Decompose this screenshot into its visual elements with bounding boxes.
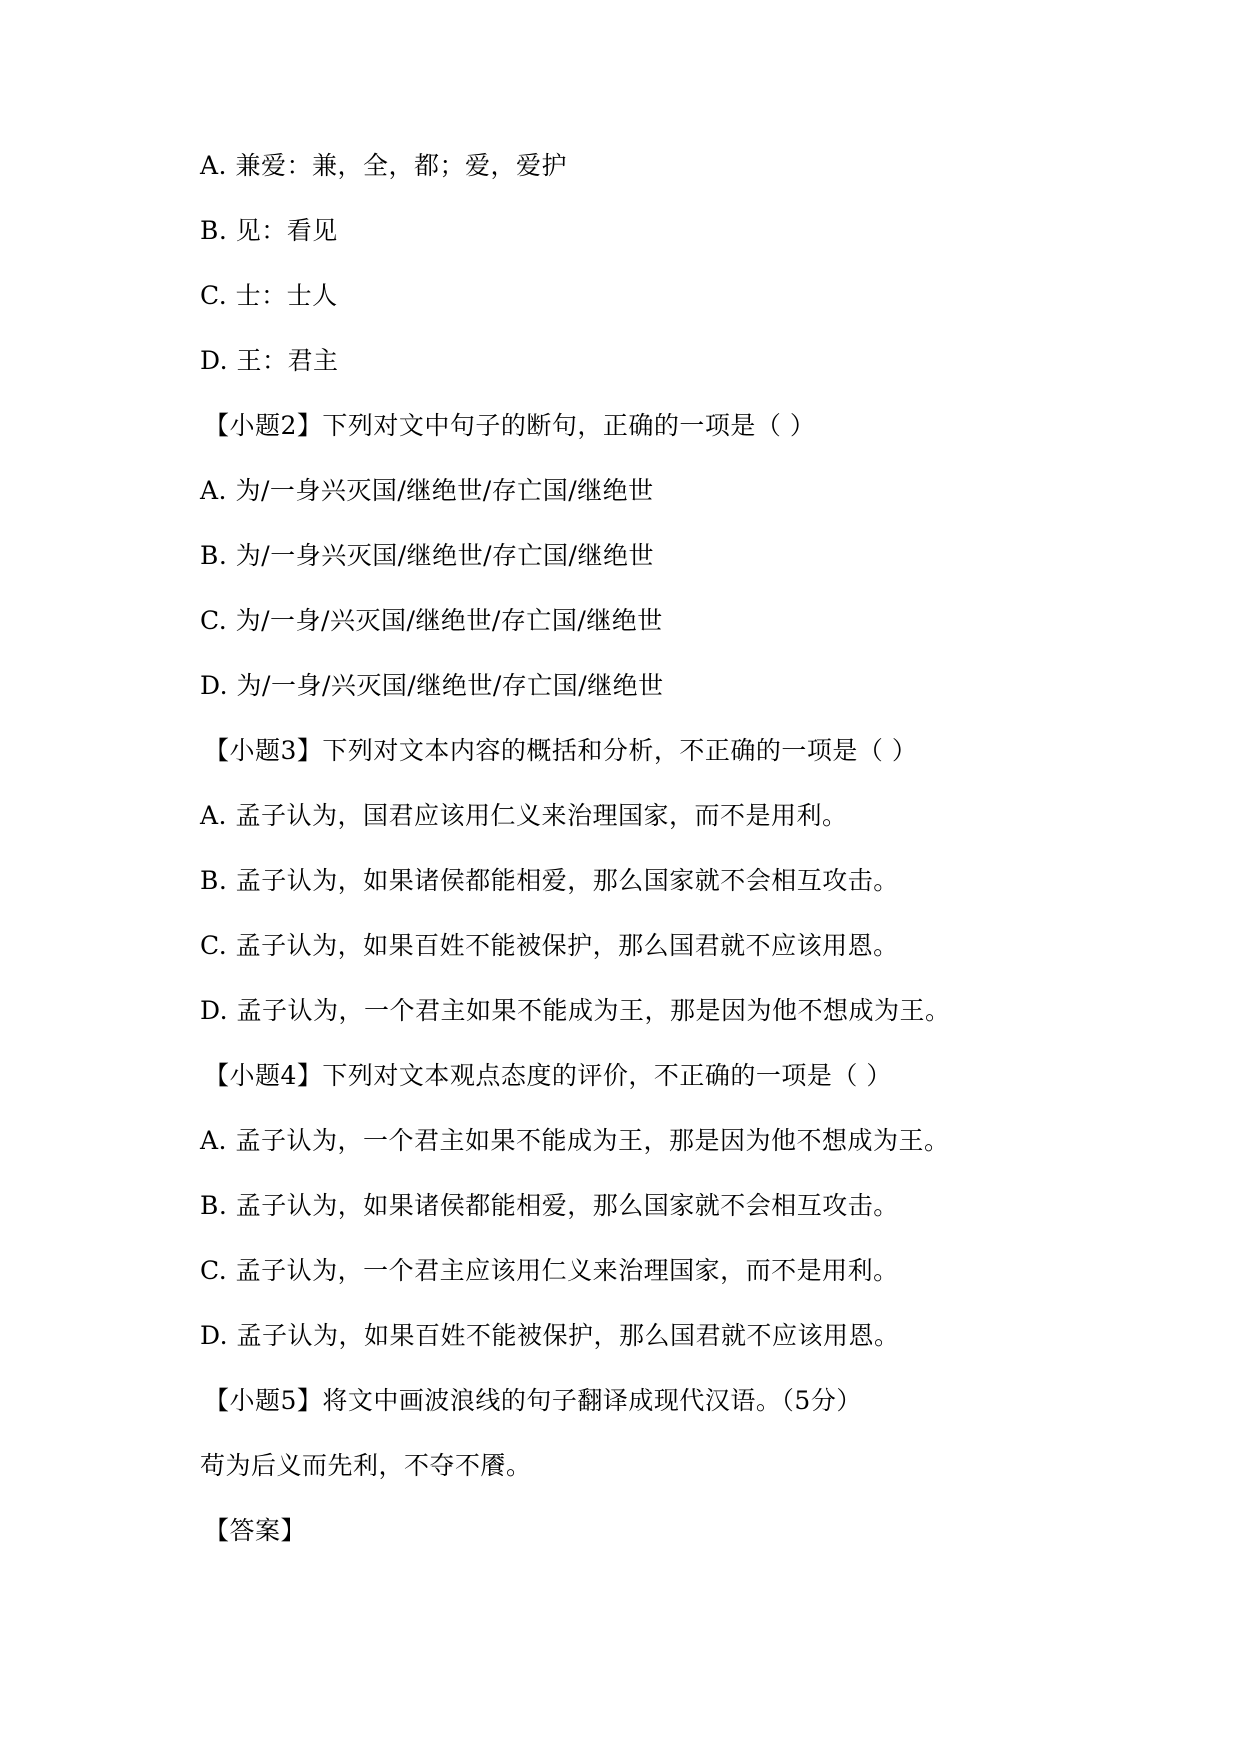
q3-title: 【小题3】下列对文本内容的概括和分析，不正确的一项是（ ） — [204, 736, 918, 765]
q5-sentence: 苟为后义而先利，不夺不餍。 — [200, 1451, 532, 1480]
q4-title: 【小题4】下列对文本观点态度的评价，不正确的一项是（ ） — [204, 1061, 892, 1090]
q1-option-b: B. 见：看见 — [200, 216, 338, 245]
q3-option-c: C. 孟子认为，如果百姓不能被保护，那么国君就不应该用恩。 — [200, 931, 899, 960]
q4-option-a: A. 孟子认为，一个君主如果不能成为王，那是因为他不想成为王。 — [200, 1126, 950, 1155]
q4-option-c: C. 孟子认为，一个君主应该用仁义来治理国家，而不是用利。 — [200, 1256, 899, 1285]
q2-option-a: A. 为/一身兴灭国/继绝世/存亡国/继绝世 — [200, 476, 654, 505]
q4-option-b: B. 孟子认为，如果诸侯都能相爱，那么国家就不会相互攻击。 — [200, 1191, 899, 1220]
answer-heading: 【答案】 — [204, 1516, 307, 1545]
q3-option-d: D. 孟子认为，一个君主如果不能成为王，那是因为他不想成为王。 — [200, 996, 951, 1025]
q5-title: 【小题5】将文中画波浪线的句子翻译成现代汉语。（5分） — [204, 1386, 862, 1415]
q2-option-c: C. 为/一身/兴灭国/继绝世/存亡国/继绝世 — [200, 606, 663, 635]
q1-option-d: D. 王：君主 — [200, 346, 339, 375]
q2-option-d: D. 为/一身/兴灭国/继绝世/存亡国/继绝世 — [200, 671, 664, 700]
q1-option-c: C. 士：士人 — [200, 281, 338, 310]
q2-option-b: B. 为/一身兴灭国/继绝世/存亡国/继绝世 — [200, 541, 654, 570]
q3-option-a: A. 孟子认为，国君应该用仁义来治理国家，而不是用利。 — [200, 801, 848, 830]
q3-option-b: B. 孟子认为，如果诸侯都能相爱，那么国家就不会相互攻击。 — [200, 866, 899, 895]
q1-option-a: A. 兼爱：兼，全，都；爱，爱护 — [200, 151, 567, 180]
q4-option-d: D. 孟子认为，如果百姓不能被保护，那么国君就不应该用恩。 — [200, 1321, 900, 1350]
q2-title: 【小题2】下列对文中句子的断句，正确的一项是（ ） — [204, 411, 816, 440]
